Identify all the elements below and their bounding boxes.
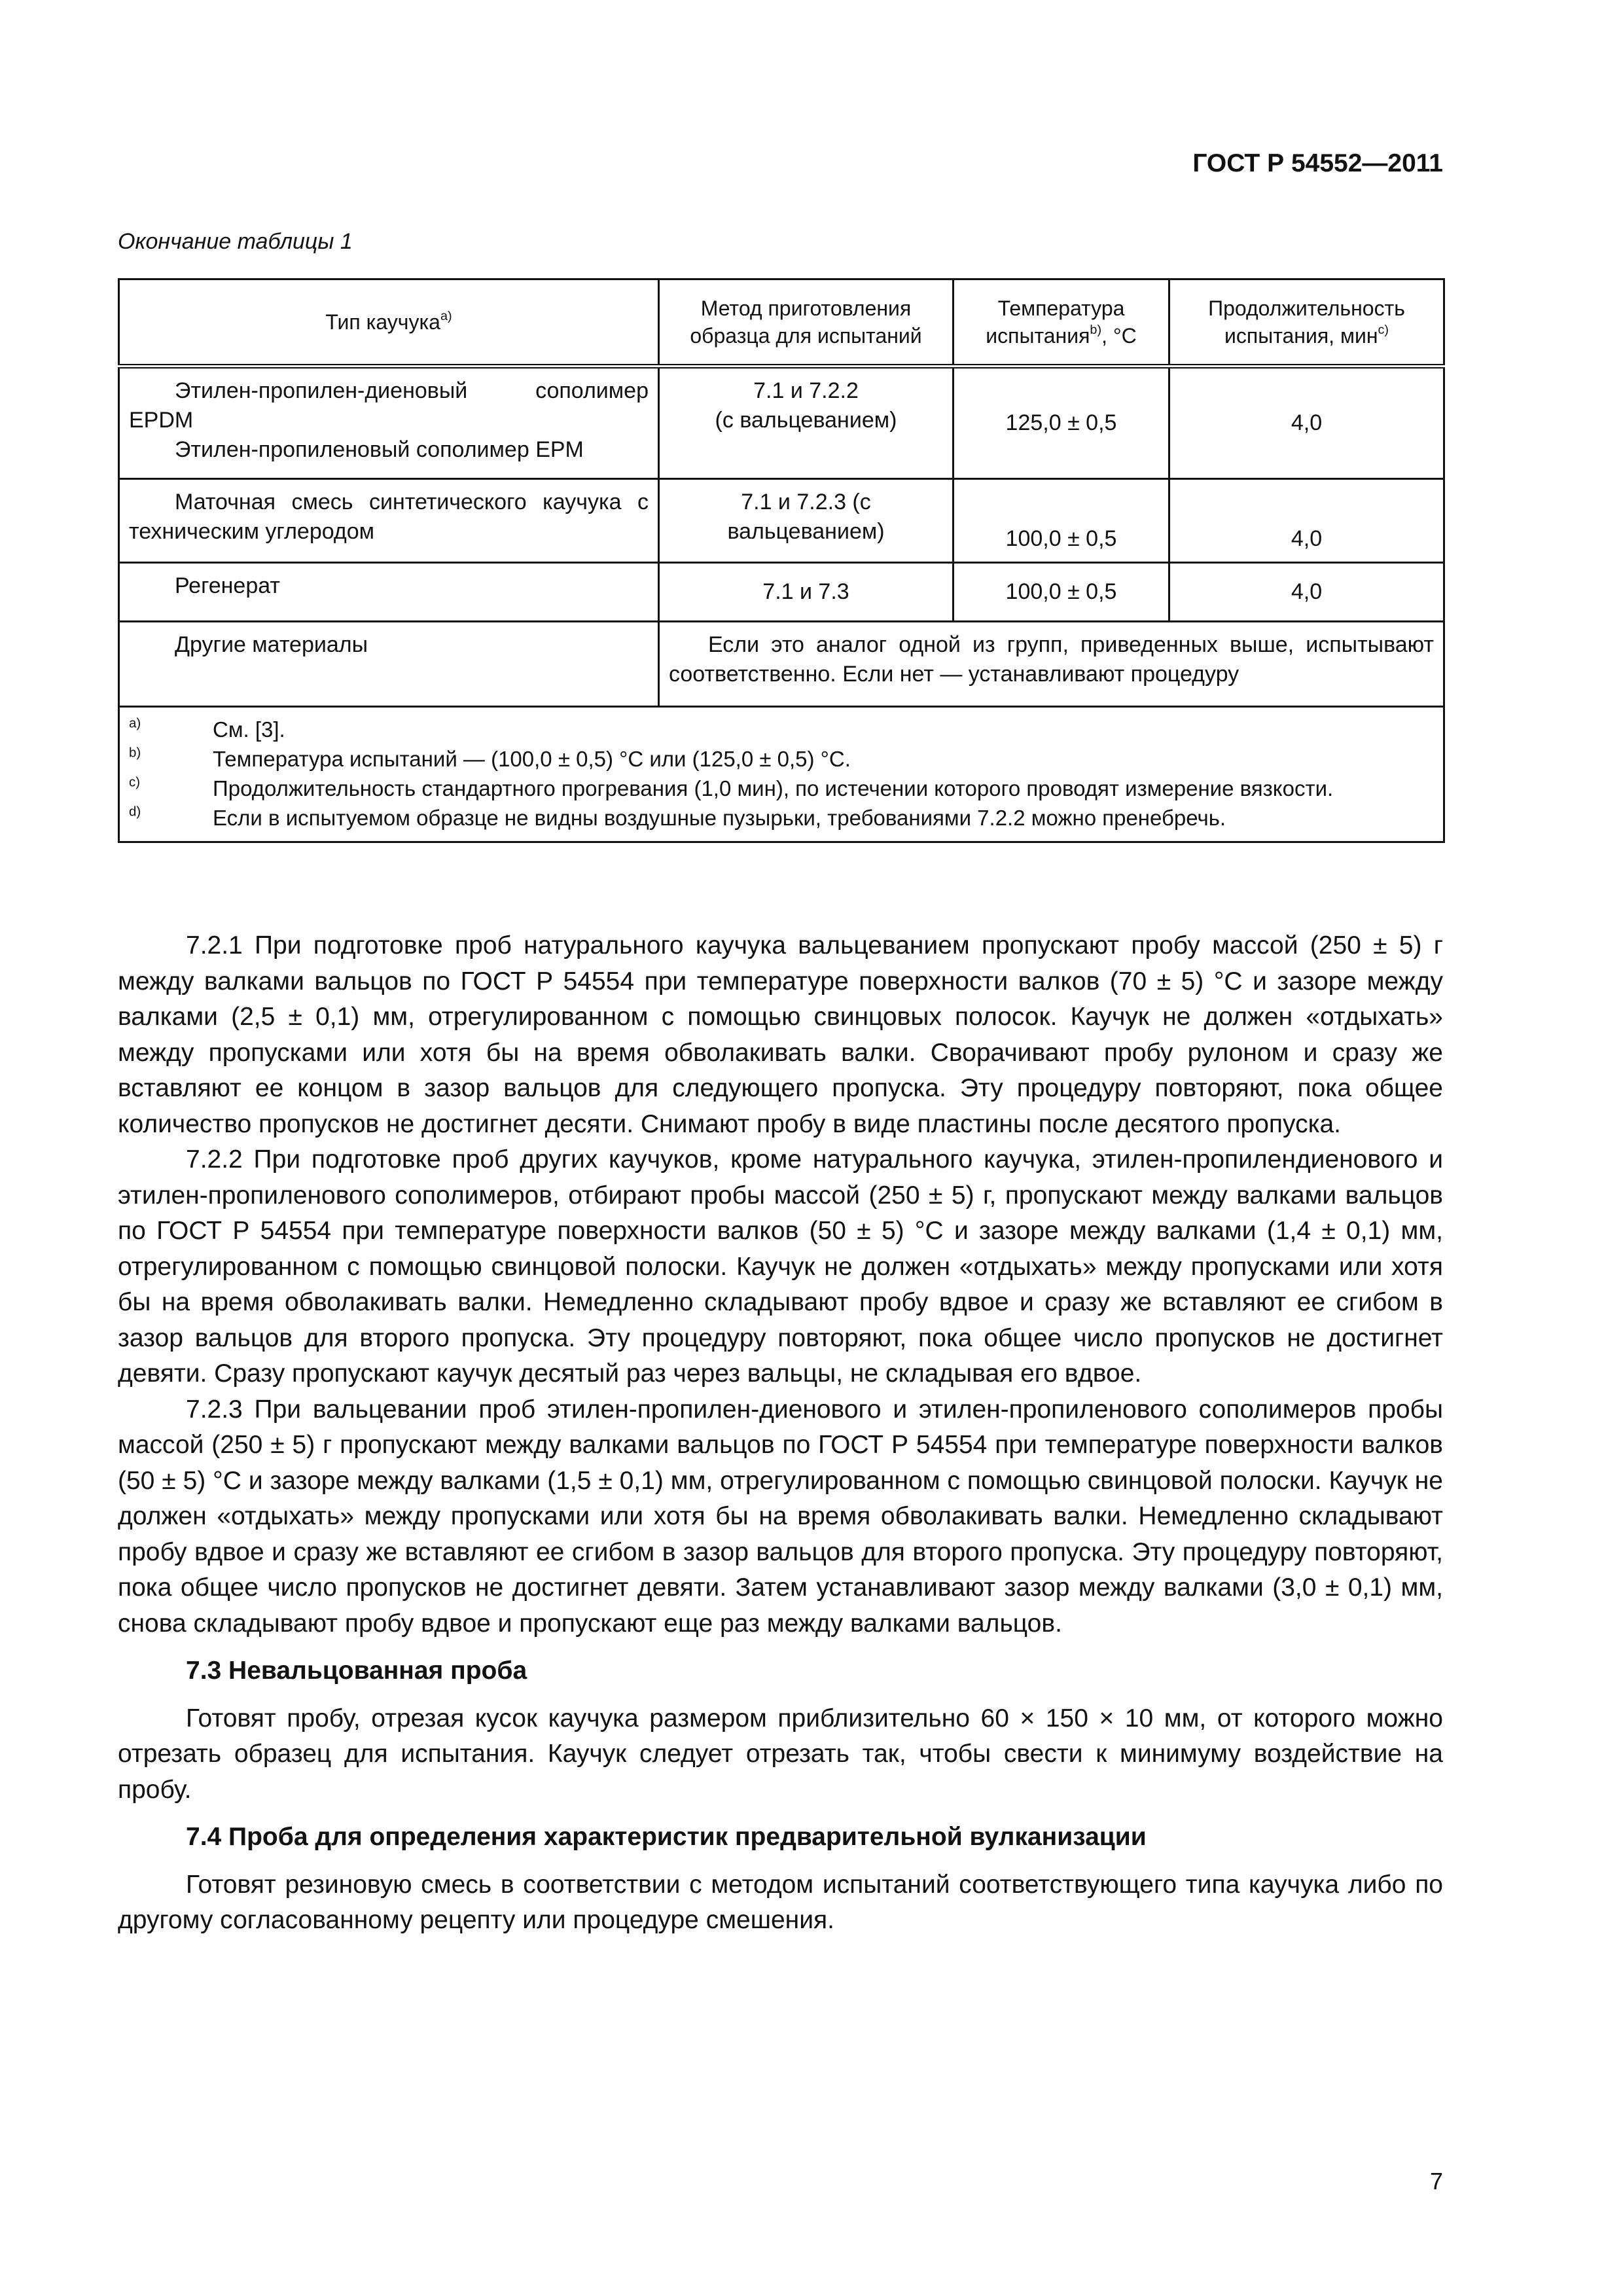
- table-notes: [119, 707, 1444, 842]
- table-caption: Окончание таблицы 1: [118, 229, 353, 254]
- cell-method: 7.1 и 7.2.2 (с вальцеванием): [659, 367, 954, 479]
- cell-duration: 4,0: [1169, 367, 1444, 479]
- footnote-c: $^{c)}$ Продолжительность стандартного прогревания (1,0 мин), по истечении которого проводят измерение вязкости.: [129, 774, 1334, 800]
- footnote-a: $^{a)}$ См. [3].: [129, 715, 285, 742]
- cell-duration: 4,0: [1169, 479, 1444, 563]
- heading-7-4: 7.4 Проба для определения характеристик предварительной вулканизации: [186, 1823, 1147, 1851]
- paragraph-7-3: Готовят пробу, отрезая кусок каучука размером приблизительно 60 × 150 × 10 мм, от которого можно отрезать образец для испытания. Каучук следует отрезать так, чтобы свести к минимуму воздействие на пробу.: [118, 1704, 1443, 1804]
- paragraph-7-4: Готовят резиновую смесь в соответствии с методом испытаний соответствующего типа каучука либо по другому согласованному рецепту или процедуре смешения.: [118, 1870, 1443, 1934]
- heading-7-3: 7.3 Невальцованная проба: [186, 1657, 527, 1685]
- footnote-d: $^{d)}$ Если в испытуемом образце не видны воздушные пузырьки, требованиями 7.2.2 можно пренебречь.: [129, 804, 1226, 830]
- paragraph-7-2-3: 7.2.3 При вальцевании проб этилен-пропилен-диенового и этилен-пропиленового сополимеров пробы массой (250 ± 5) г пропускают между валками вальцов по ГОСТ Р 54554 при температуре поверхности валков (50 ± 5) °С и зазоре между валками (1,5 ± 0,1) мм, отрегулированном с помощью свинцовой полоски. Каучук не должен «отдыхать» между пропусками или хотя бы на время обволакивать валки. Немедленно складывают пробу вдвое и сразу же вставляют ее сгибом в зазор вальцов для второго пропуска. Эту процедуру повторяют, пока общее число пропусков не достигнет девяти. Затем устанавливают зазор между валками (3,0 ± 0,1) мм, снова складывают пробу вдвое и пропускают еще раз между валками вальцов.: [118, 1395, 1443, 1638]
- table-1: [118, 278, 1445, 843]
- page-number: 7: [1429, 2168, 1443, 2195]
- table-row: [119, 367, 1444, 479]
- cell-method: 7.1 и 7.2.3 (с вальцеванием): [659, 479, 954, 563]
- table-row: [119, 563, 1444, 622]
- cell-rubber-type: Маточная смесь синтетического каучука с техническим углеродом: [119, 479, 659, 563]
- column-header-rubber-type: Тип каучука$^{a)}$: [119, 279, 659, 367]
- table-row: [119, 479, 1444, 563]
- cell-temperature: 100,0 ± 0,5: [954, 479, 1169, 563]
- footnote-b: $^{b)}$ Температура испытаний — (100,0 ± 0,5) °С или (125,0 ± 0,5) °С.: [129, 745, 851, 771]
- table-row: [119, 622, 1444, 707]
- cell-rubber-type: Другие материалы: [119, 622, 659, 707]
- table-notes-row: [119, 707, 1444, 842]
- cell-duration: 4,0: [1169, 563, 1444, 622]
- table-header-row: [119, 279, 1444, 367]
- paragraph-7-2-1: 7.2.1 При подготовке проб натурального каучука вальцеванием пропускают пробу массой (250 ± 5) г между валками вальцов по ГОСТ Р 54554 при температуре поверхности валков (70 ± 5) °С и зазоре между валками (2,5 ± 0,1) мм, отрегулированном с помощью свинцовых полосок. Каучук не должен «отдыхать» между пропусками или хотя бы на время обволакивать валки. Сворачивают пробу рулоном и сразу же вставляют ее концом в зазор вальцов для следующего пропуска. Эту процедуру повторяют, пока общее количество пропусков не достигнет десяти. Снимают пробу в виде пластины после десятого пропуска.: [118, 931, 1443, 1138]
- column-header-method: Метод приготовления образца для испытаний: [659, 279, 954, 367]
- cell-rubber-type: Этилен-пропилен-диеновый сополимер EPDM Этилен-пропиленовый сополимер EPM: [119, 367, 659, 479]
- body-text: [118, 928, 1443, 1939]
- cell-rubber-type: Регенерат: [119, 563, 659, 622]
- document-code: ГОСТ Р 54552—2011: [1192, 149, 1443, 177]
- paragraph-7-2-2: 7.2.2 При подготовке проб других каучуков, кроме натурального каучука, этилен-пропилендиенового и этилен-пропиленового сополимеров, отбирают пробы массой (250 ± 5) г, пропускают между валками вальцов по ГОСТ Р 54554 при температуре поверхности валков (50 ± 5) °С и зазоре между валками (1,4 ± 0,1) мм, отрегулированном с помощью свинцовой полоски. Каучук не должен «отдыхать» между пропусками или хотя бы на время обволакивать валки. Немедленно складывают пробу вдвое и сразу же вставляют ее сгибом в зазор вальцов для второго пропуска. Эту процедуру повторяют, пока общее число пропусков не достигнет девяти. Сразу пропускают каучук десятый раз через вальцы, не складывая его вдвое.: [118, 1145, 1443, 1388]
- cell-temperature: 100,0 ± 0,5: [954, 563, 1169, 622]
- cell-temperature: 125,0 ± 0,5: [954, 367, 1169, 479]
- cell-method: 7.1 и 7.3: [659, 563, 954, 622]
- cell-merged-note: Если это аналог одной из групп, приведенных выше, испытывают соответственно. Если нет — устанавливают процедуру: [659, 622, 1444, 707]
- column-header-duration: Продолжительность испытания, мин$^{c)}$: [1169, 279, 1444, 367]
- column-header-temperature: Температура испытания$^{b)}$, °С: [954, 279, 1169, 367]
